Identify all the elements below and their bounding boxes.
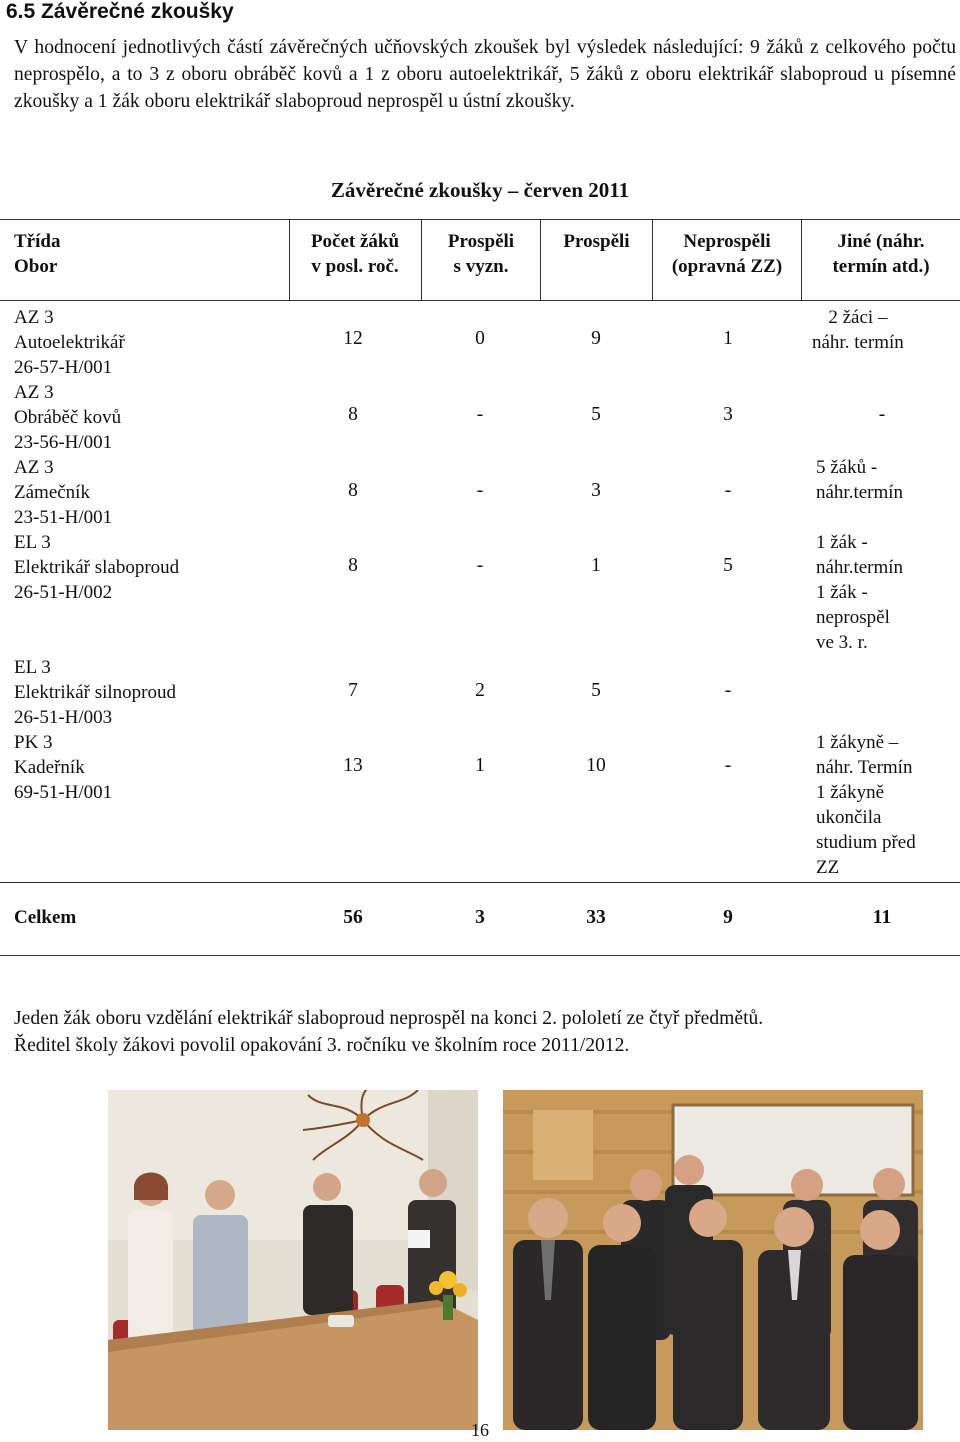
cell-other: 1 žák - náhr.termín 1 žák - neprospěl ve 3. r. [816, 532, 904, 653]
cell-other: 2 žáci – náhr. termín [812, 307, 904, 353]
cell-honors: 2 [475, 680, 485, 701]
photo-staff-meeting-image [108, 1090, 478, 1430]
section-heading: 6.5 Závěrečné zkoušky [6, 0, 234, 23]
table-row-class: EL 3 Elektrikář slaboproud 26-51-H/002 [14, 532, 180, 603]
table-rule-header [0, 300, 960, 301]
cell-count: 8 [348, 555, 358, 576]
table-row-class: EL 3 Elektrikář silnoproud 26-51-H/003 [14, 657, 176, 728]
header-passed: Prospěli [563, 231, 630, 252]
photo-staff-meeting [108, 1090, 478, 1430]
total-honors: 3 [475, 907, 485, 928]
table-rule-total [0, 955, 960, 956]
photo-graduates-group [503, 1090, 923, 1430]
cell-count: 7 [348, 680, 358, 701]
cell-other: - [878, 404, 886, 425]
cell-failed: 1 [723, 328, 733, 349]
cell-failed: 5 [723, 555, 733, 576]
header-failed: Neprospěli (opravná ZZ) [671, 231, 783, 277]
cell-honors: 0 [475, 328, 485, 349]
header-other: Jiné (náhr. termín atd.) [832, 231, 930, 277]
header-class: Třída Obor [14, 231, 61, 277]
table-row-class: AZ 3 Zámečník 23-51-H/001 [14, 457, 113, 528]
cell-other: 5 žáků - náhr.termín [816, 457, 904, 503]
cell-count: 12 [343, 328, 363, 349]
cell-honors: - [476, 480, 484, 501]
header-count: Počet žáků v posl. roč. [310, 231, 400, 277]
cell-failed: - [724, 480, 732, 501]
cell-count: 8 [348, 404, 358, 425]
cell-count: 13 [343, 755, 363, 776]
table-rule-body [0, 882, 960, 883]
table-row-class: AZ 3 Obráběč kovů 23-56-H/001 [14, 382, 122, 453]
cell-passed: 3 [591, 480, 601, 501]
table-row-class: PK 3 Kadeřník 69-51-H/001 [14, 732, 113, 803]
cell-passed: 5 [591, 404, 601, 425]
total-passed: 33 [586, 907, 606, 928]
cell-passed: 5 [591, 680, 601, 701]
table-row-class: AZ 3 Autoelektrikář 26-57-H/001 [14, 307, 125, 378]
total-other: 11 [872, 907, 892, 928]
header-honors: Prospěli s vyzn. [447, 231, 515, 277]
cell-honors: 1 [475, 755, 485, 776]
total-label: Celkem [14, 907, 77, 928]
cell-passed: 9 [591, 328, 601, 349]
page-number: 16 [471, 1420, 489, 1440]
cell-failed: - [724, 680, 732, 701]
cell-honors: - [476, 404, 484, 425]
intro-paragraph: V hodnocení jednotlivých částí závěrečných učňovských zkoušek byl výsledek následující: 9 žáků z celkového počtu neprospělo, a to 3 z oboru obráběč kovů a 1 z oboru autoelektrikář, 5 žáků z oboru elektrikář slaboproud u písemné zkoušky a 1 žák oboru elektrikář slaboproud neprospěl u ústní zkoušky. [14, 37, 956, 112]
cell-passed: 10 [586, 755, 606, 776]
photo-graduates-group-image [503, 1090, 923, 1430]
table-title: Závěrečné zkoušky – červen 2011 [330, 178, 630, 202]
table-rule-top [0, 219, 960, 220]
total-failed: 9 [723, 907, 733, 928]
cell-failed: - [724, 755, 732, 776]
closing-paragraph: Jeden žák oboru vzdělání elektrikář slaboproud neprospěl na konci 2. pololetí ze čtyř předmětů. Ředitel školy žákovi povolil opakování 3. ročníku ve školním roce 2011/2012. [14, 1008, 764, 1056]
cell-other: 1 žákyně – náhr. Termín 1 žákyně ukončila studium před ZZ [816, 732, 916, 878]
total-count: 56 [343, 907, 363, 928]
cell-failed: 3 [723, 404, 733, 425]
cell-passed: 1 [591, 555, 601, 576]
cell-count: 8 [348, 480, 358, 501]
cell-honors: - [476, 555, 484, 576]
